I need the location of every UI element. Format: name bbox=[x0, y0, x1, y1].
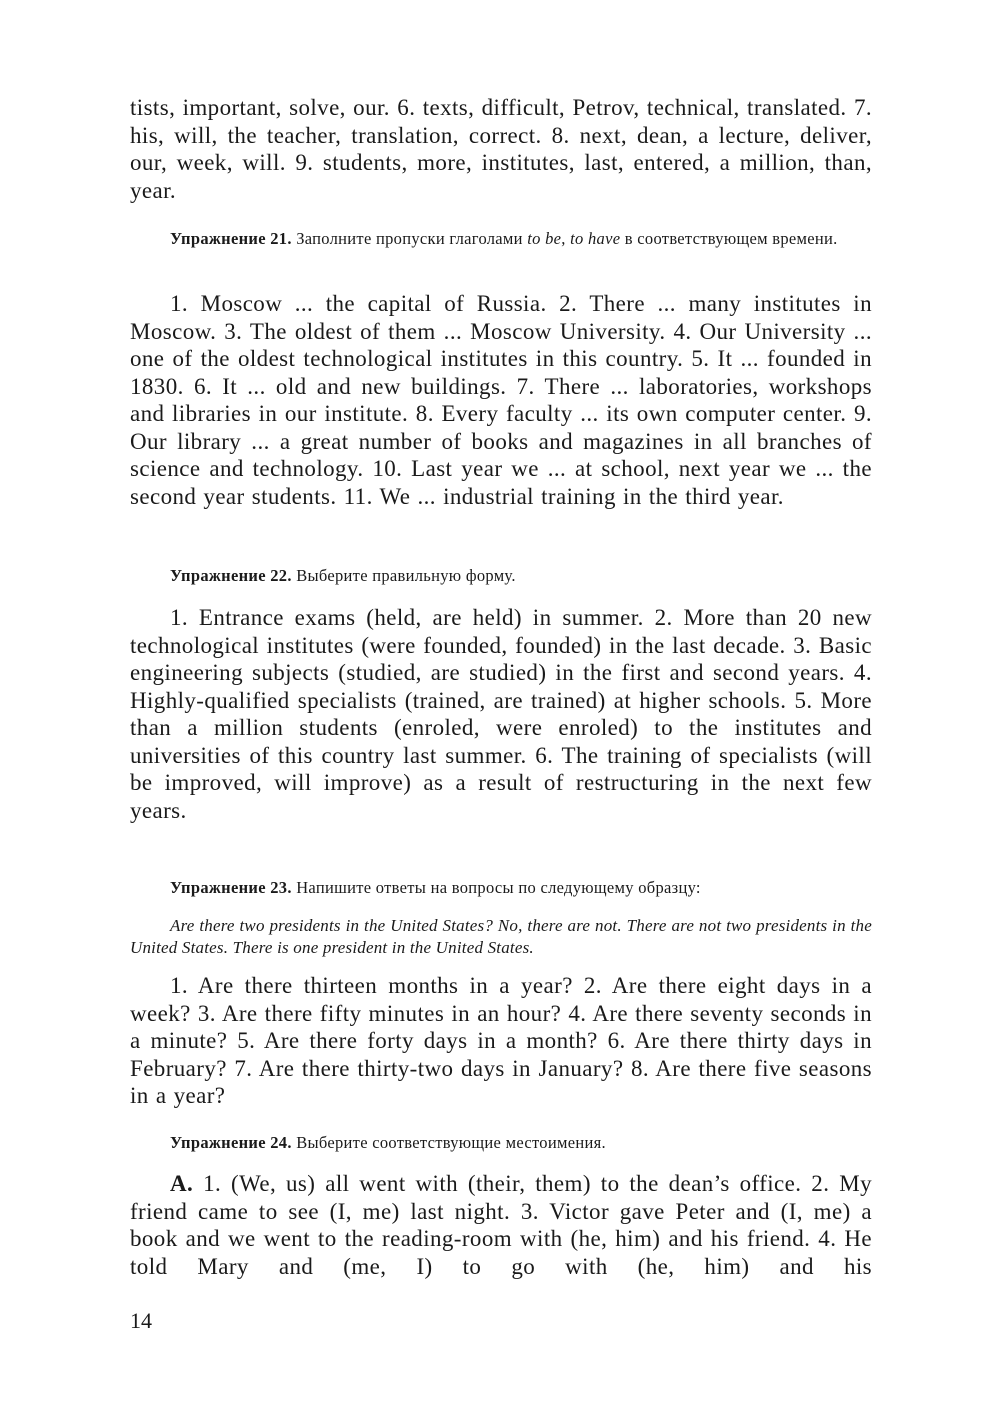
exercise-24-instruction: Выберите соответствующие местоимения. bbox=[291, 1133, 606, 1152]
exercise-23-instruction: Напишите ответы на вопросы по следующему образцу: bbox=[291, 878, 701, 897]
exercise-21-verb-1: to be bbox=[527, 229, 562, 248]
exercise-21-text: 1. Moscow ... the capital of Russia. 2. There ... many institutes in Moscow. 3. The oldest of them ... Moscow University. 4. Our University ... one of the oldest technological institutes in this country. 5. It ... founded in 1830. 6. It ... old and new buildings. 7. There ... laboratories, workshops and libraries in our institute. 8. Every faculty ... its own computer center. 9. Our library ... a great number of books and magazines in all branches of science and technology. 10. Last year we ... at school, next year we ... the second year students. 11. We ... industrial training in the third year. bbox=[130, 291, 872, 509]
exercise-23-heading bbox=[130, 877, 872, 899]
exercise-22-instruction: Выберите правильную форму. bbox=[291, 566, 516, 585]
exercise-24-label: Упражнение 24. bbox=[170, 1133, 292, 1152]
exercise-23-label: Упражнение 23. bbox=[170, 878, 292, 897]
exercise-24-body: 1. (We, us) all went with (their, them) to the dean’s office. 2. My friend came to see (I, me) last night. 3. Victor gave Peter and (I, me) a book and we went to the reading-room with (he, him) and his friend. 4. He told Mary and (me, I) to go with (he, him) and his bbox=[130, 1171, 872, 1279]
exercise-21-verb-2: to have bbox=[570, 229, 621, 248]
exercise-21-heading bbox=[130, 228, 872, 250]
page-number: 14 bbox=[130, 1308, 152, 1333]
exercise-21-instruction-start: Заполните пропуски глаголами bbox=[291, 229, 528, 248]
exercise-22-heading bbox=[130, 565, 872, 587]
exercise-23-example: Are there two presidents in the United States? No, there are not. There are not two presidents in the United States. There is one president in the United States. bbox=[130, 916, 872, 957]
exercise-21-separator: , bbox=[561, 229, 571, 248]
exercise-22-text: 1. Entrance exams (held, are held) in summer. 2. More than 20 new technological institutes (were founded, founded) in the last decade. 3. Basic engineering subjects (studied, are studied) in the first and second years. 4. Highly-qualified specialists (trained, are trained) at higher schools. 5. More than a million students (enroled, were enroled) to the institutes and universities of this country last summer. 6. The training of specialists (will be improved, will improve) as a result of restructuring in the next few years. bbox=[130, 605, 872, 823]
exercise-21-instruction-end: в соответствующем времени. bbox=[620, 229, 838, 248]
intro-paragraph: tists, important, solve, our. 6. texts, difficult, Petrov, technical, translated. 7. his, will, the teacher, translation, correct. 8. next, dean, a lecture, deliver, our, week, will. 9. students, more, institutes, last, entered, a million, than, year. bbox=[130, 95, 872, 203]
exercise-24-text bbox=[130, 1170, 872, 1280]
exercise-23-text: 1. Are there thirteen months in a year? 2. Are there eight days in a week? 3. Are there fifty minutes in an hour? 4. Are there seventy seconds in a minute? 5. Are there forty days in a month? 6. Are there thirty days in February? 7. Are there thirty-two days in January? 8. Are there five seasons in a year? bbox=[130, 973, 872, 1108]
exercise-24-heading bbox=[130, 1132, 872, 1154]
exercise-24-part-label: A. bbox=[170, 1171, 194, 1196]
exercise-21-label: Упражнение 21. bbox=[170, 229, 292, 248]
exercise-22-label: Упражнение 22. bbox=[170, 566, 292, 585]
